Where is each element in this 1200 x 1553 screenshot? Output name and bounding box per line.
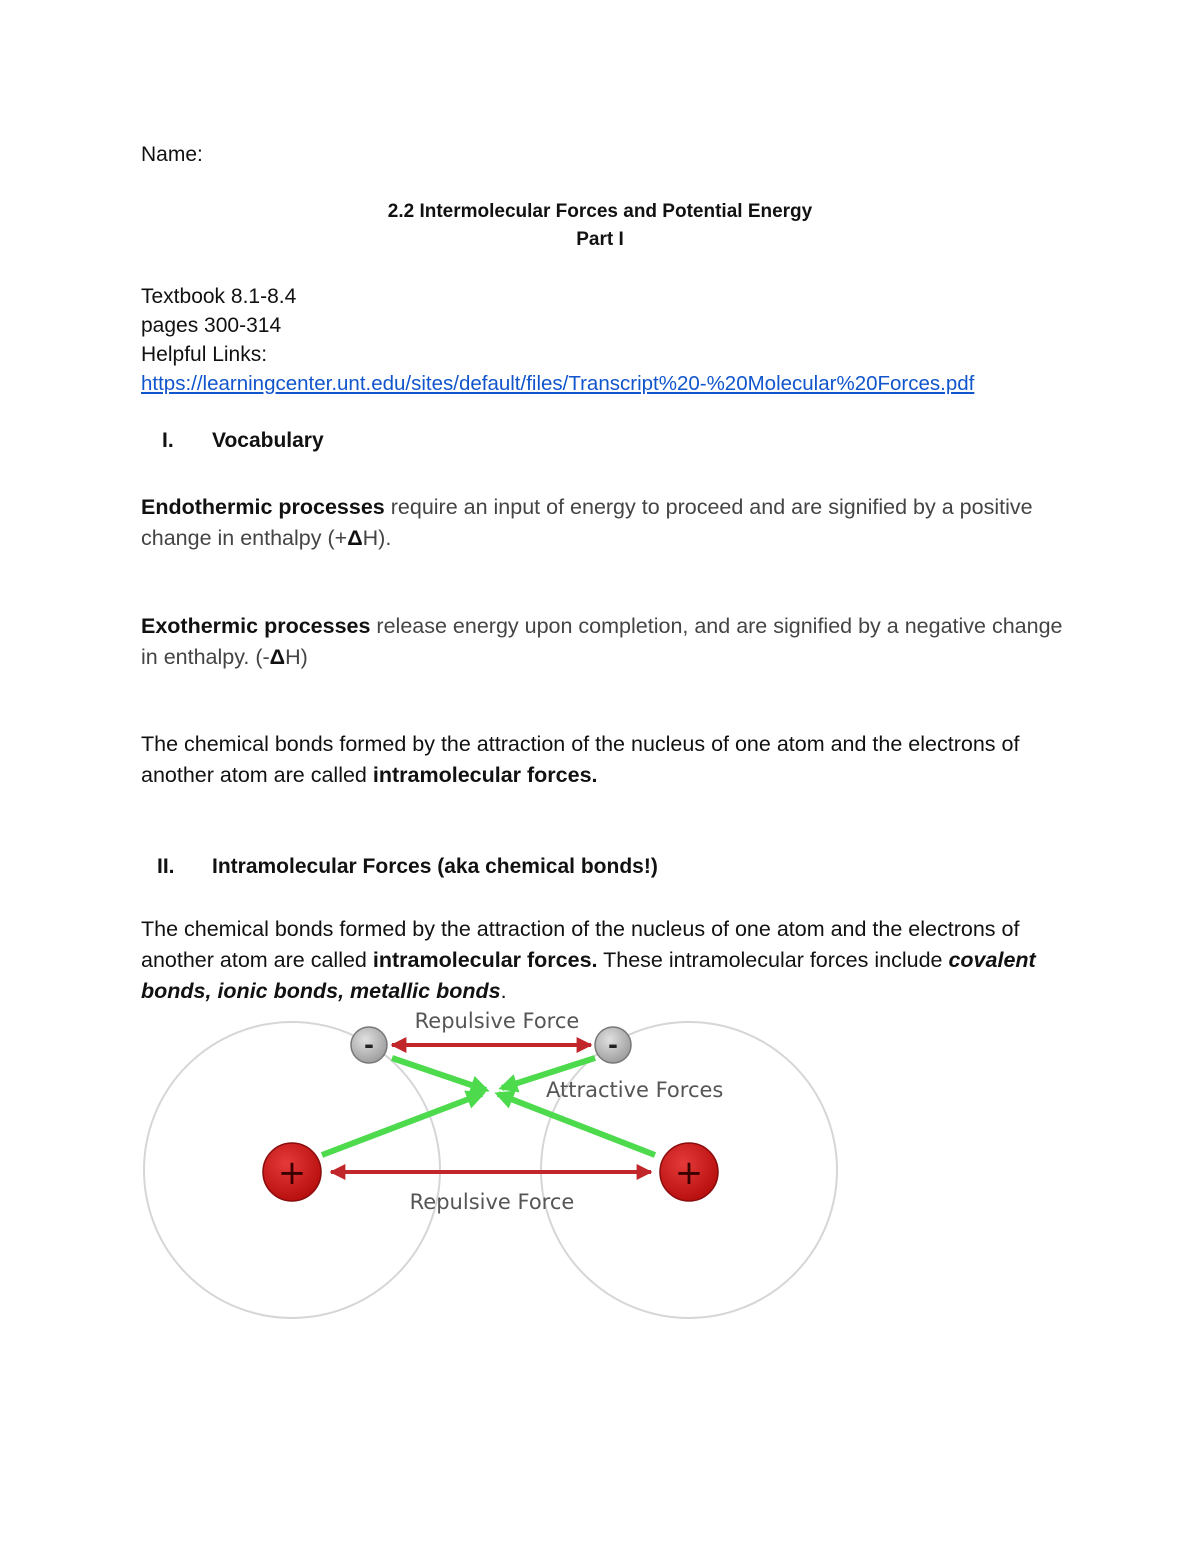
attractive-force-arrow	[392, 1058, 486, 1090]
attractive-force-arrow	[322, 1094, 482, 1155]
exothermic-text: release energy upon completion, and are signified by a negative change in enthalpy. (-	[141, 614, 1063, 669]
section-2-number: II.	[157, 855, 175, 878]
section-1-heading: Vocabulary	[212, 429, 324, 452]
name-label: Name:	[141, 143, 203, 166]
intramolecular-term: intramolecular forces.	[372, 948, 598, 972]
attractive-force-arrow	[498, 1094, 655, 1155]
exothermic-term: Exothermic processes	[141, 614, 371, 638]
section-1-number: I.	[162, 429, 174, 452]
endothermic-text-end: H).	[362, 526, 392, 550]
comma: ,	[338, 979, 351, 1003]
comma: ,	[205, 979, 218, 1003]
page-title: 2.2 Intermolecular Forces and Potential Energy	[387, 201, 813, 222]
endothermic-text: require an input of energy to proceed and are signified by a positive change in enthalpy (+	[141, 495, 1033, 550]
repulsive-force-label-top: Repulsive Force	[414, 1009, 580, 1033]
exothermic-text-end: H)	[285, 645, 308, 669]
intramolecular-text: The chemical bonds formed by the attraction of the nucleus of one atom and the electrons of another atom are called	[141, 732, 1020, 787]
electron-right-sign: -	[608, 1031, 618, 1059]
nucleus-right-sign: +	[674, 1153, 704, 1193]
endothermic-term: Endothermic processes	[141, 495, 385, 519]
intramolecular-term: intramolecular forces.	[372, 763, 598, 787]
period: .	[500, 979, 507, 1003]
paragraph-text: The chemical bonds formed by the attraction of the nucleus of one atom and the electrons of another atom are called	[141, 917, 1020, 972]
nucleus-left-sign: +	[277, 1153, 307, 1193]
textbook-reference: Textbook 8.1-8.4	[141, 285, 297, 308]
section-2-heading: Intramolecular Forces (aka chemical bonds!)	[212, 855, 658, 878]
attractive-forces-label: Attractive Forces	[546, 1078, 724, 1102]
covalent-bonds-term: covalent bonds	[141, 948, 1036, 1003]
pages-reference: pages 300-314	[141, 314, 282, 337]
electron-left-sign: -	[364, 1031, 374, 1059]
page-subtitle: Part I	[576, 229, 624, 250]
transcript-link[interactable]: https://learningcenter.unt.edu/sites/default/files/Transcript%20-%20Molecular%20Forces.pdf	[141, 372, 975, 395]
metallic-bonds-term: metallic bonds	[350, 979, 501, 1003]
paragraph-text-continued: These intramolecular forces include	[597, 948, 949, 972]
helpful-links-label: Helpful Links:	[141, 343, 268, 366]
delta-symbol: Δ	[269, 645, 286, 669]
ionic-bonds-term: ionic bonds	[217, 979, 339, 1003]
repulsive-force-label-bottom: Repulsive Force	[409, 1190, 575, 1214]
delta-symbol: Δ	[347, 526, 363, 550]
